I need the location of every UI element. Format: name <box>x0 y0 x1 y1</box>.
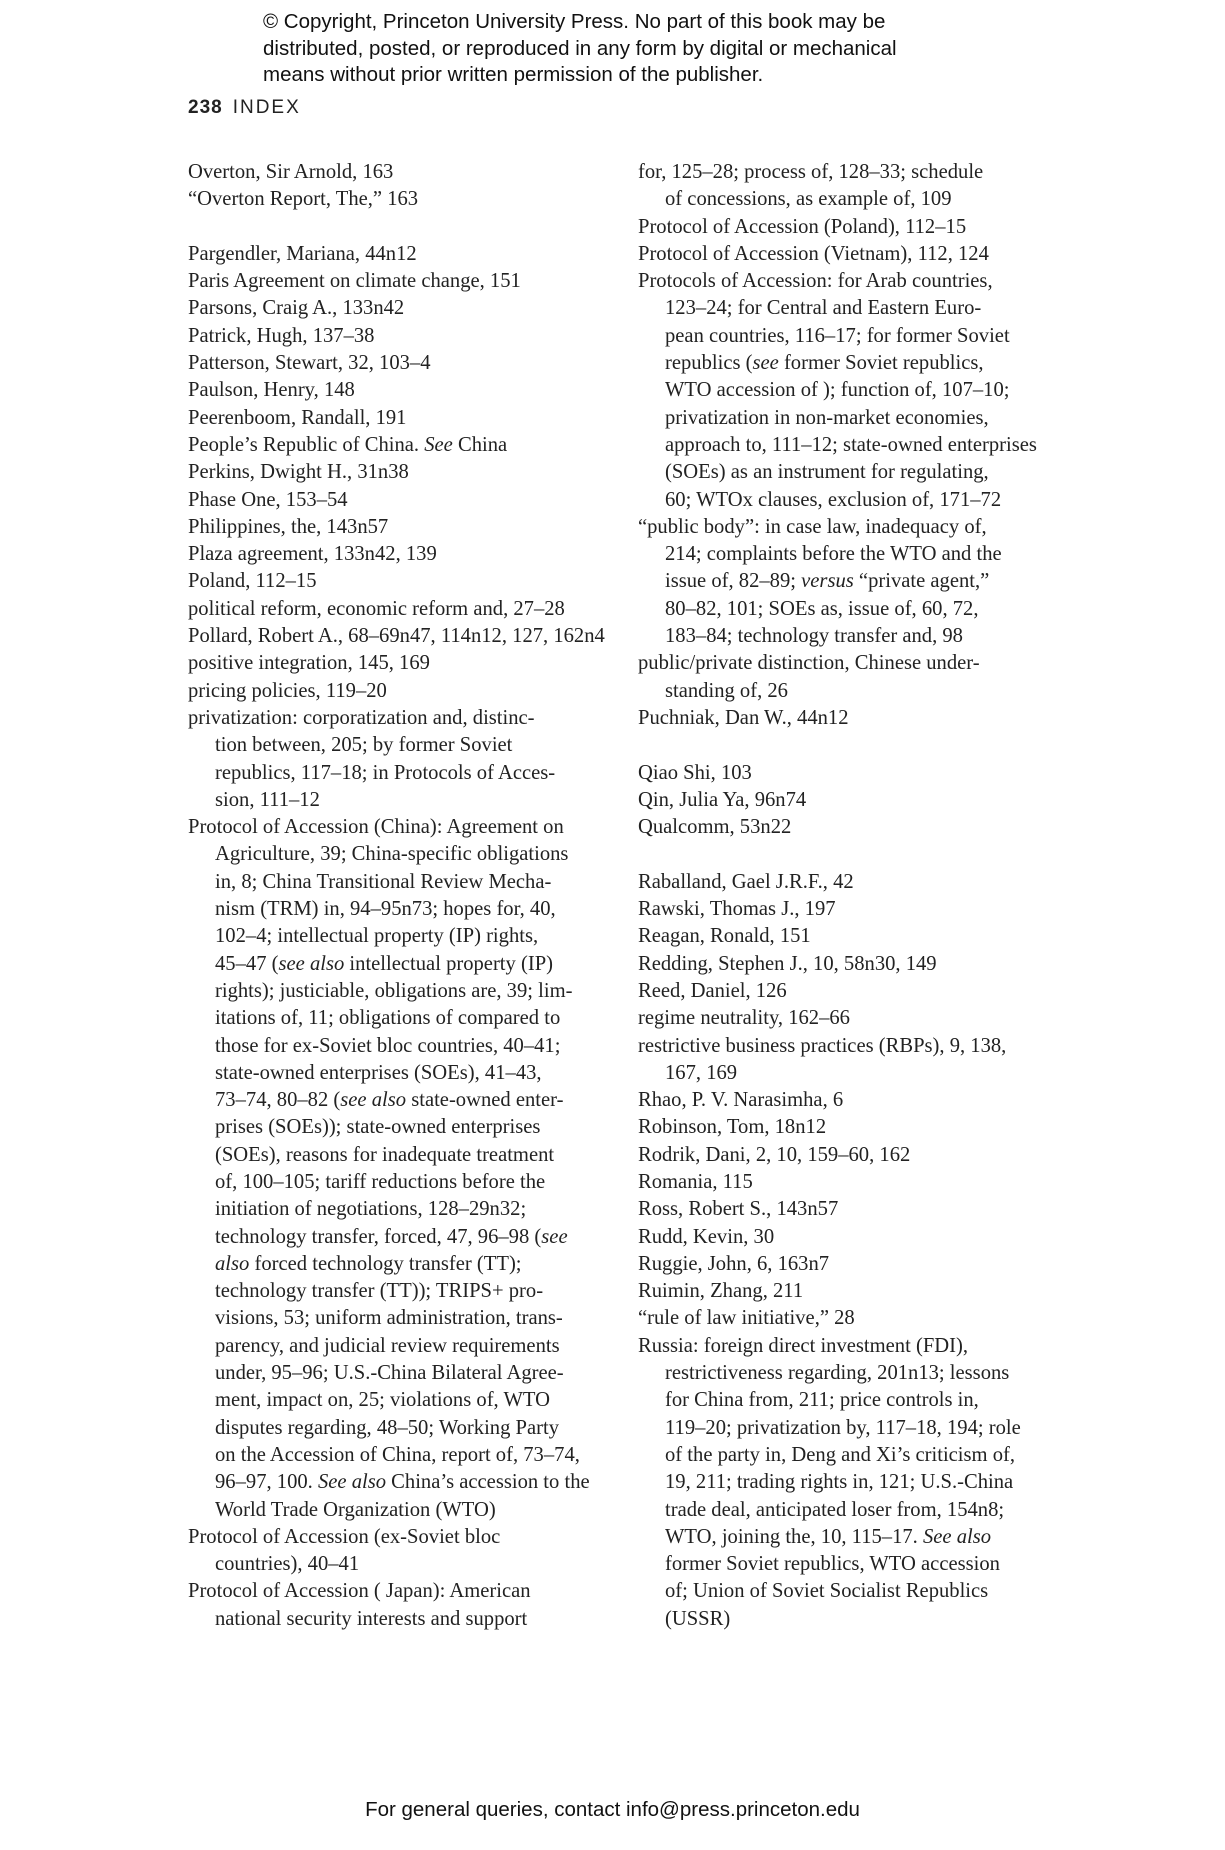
index-entry <box>638 951 1050 978</box>
index-line: restrictive business practices (RBPs), 9, 138, <box>638 1034 1007 1057</box>
index-column-right <box>638 159 1050 1633</box>
index-line: Rawski, Thomas J., 197 <box>638 898 836 921</box>
index-line: of the party in, Deng and Xi’s criticism of, <box>665 1443 1016 1466</box>
index-line: Protocols of Accession: for Arab countries, <box>638 270 993 293</box>
index-line: visions, 53; uniform administration, trans- <box>215 1307 563 1330</box>
index-entry <box>638 1142 1050 1169</box>
index-line: Robinson, Tom, 18n12 <box>638 1116 827 1139</box>
index-entry <box>638 159 1050 214</box>
index-line: of, 100–105; tariff reductions before the <box>215 1170 546 1193</box>
index-line: 45–47 (see also intellectual property (IP) <box>215 952 554 975</box>
copyright-line: © Copyright, Princeton University Press. No part of this book may be <box>263 10 886 33</box>
index-entry <box>188 350 608 377</box>
index-line: for, 125–28; process of, 128–33; schedule <box>638 161 984 183</box>
index-line: Agriculture, 39; China-specific obligations <box>215 843 569 866</box>
index-line: initiation of negotiations, 128–29n32; <box>215 1198 527 1221</box>
index-entry <box>638 1224 1050 1251</box>
page-number: 238 <box>188 97 223 118</box>
index-line: People’s Republic of China. See China <box>188 433 508 456</box>
index-line: Ruimin, Zhang, 211 <box>638 1280 804 1303</box>
index-entry <box>638 814 1050 841</box>
index-line: Parsons, Craig A., 133n42 <box>188 297 405 320</box>
index-entry <box>638 1333 1050 1633</box>
index-entry <box>188 295 608 322</box>
index-line: Reagan, Ronald, 151 <box>638 925 811 948</box>
index-entry <box>188 159 608 186</box>
index-entry <box>638 869 1050 896</box>
section-title: INDEX <box>232 97 301 118</box>
index-line: Redding, Stephen J., 10, 58n30, 149 <box>638 952 937 975</box>
copyright-line: means without prior written permission of the publisher. <box>263 63 764 86</box>
index-entry <box>638 268 1050 514</box>
index-entry <box>638 1169 1050 1196</box>
index-line: Paulson, Henry, 148 <box>188 379 355 402</box>
index-line: technology transfer, forced, 47, 96–98 (see <box>215 1225 568 1248</box>
index-line: Pargendler, Mariana, 44n12 <box>188 242 417 265</box>
index-line: pricing policies, 119–20 <box>188 679 387 702</box>
index-line: “Overton Report, The,” 163 <box>188 188 419 211</box>
index-entry <box>188 541 608 568</box>
index-entry <box>188 705 608 814</box>
copyright-notice <box>263 9 1023 89</box>
index-line: 19, 211; trading rights in, 121; U.S.-China <box>665 1471 1014 1494</box>
index-line: trade deal, anticipated loser from, 154n8; <box>665 1498 1005 1521</box>
index-line: those for ex-Soviet bloc countries, 40–41; <box>215 1034 561 1057</box>
index-entry <box>188 186 608 213</box>
index-entry <box>638 214 1050 241</box>
index-column-left <box>188 159 608 1633</box>
index-entry <box>638 1114 1050 1141</box>
index-line: 102–4; intellectual property (IP) rights, <box>215 925 539 948</box>
index-line: 80–82, 101; SOEs as, issue of, 60, 72, <box>665 597 979 620</box>
index-entry <box>638 241 1050 268</box>
index-entry <box>638 514 1050 650</box>
index-entry <box>188 678 608 705</box>
index-entry <box>188 459 608 486</box>
index-entry <box>188 268 608 295</box>
index-line: on the Accession of China, report of, 73–74, <box>215 1443 580 1466</box>
index-line: parency, and judicial review requirements <box>215 1334 560 1357</box>
index-entry <box>638 978 1050 1005</box>
index-entry <box>638 1005 1050 1032</box>
index-entry <box>638 1087 1050 1114</box>
index-line: issue of, 82–89; versus “private agent,” <box>665 570 990 593</box>
index-line: of; Union of Soviet Socialist Republics <box>665 1580 989 1603</box>
index-line: “rule of law initiative,” 28 <box>638 1307 855 1330</box>
index-line: itations of, 11; obligations of compared to <box>215 1007 561 1030</box>
index-line: privatization in non-market economies, <box>665 406 989 429</box>
index-line: rights); justiciable, obligations are, 39; lim- <box>215 979 573 1002</box>
index-line: Protocol of Accession (Vietnam), 112, 124 <box>638 242 989 265</box>
index-line: pean countries, 116–17; for former Soviet <box>665 324 1010 347</box>
index-entry <box>188 650 608 677</box>
index-line: 214; complaints before the WTO and the <box>665 543 1002 566</box>
index-line: (SOEs) as an instrument for regulating, <box>665 461 989 484</box>
index-line: Protocol of Accession (China): Agreement on <box>188 816 564 839</box>
index-line: World Trade Organization (WTO) <box>215 1498 496 1521</box>
index-entry <box>638 650 1050 705</box>
index-line: regime neutrality, 162–66 <box>638 1007 850 1030</box>
index-line: approach to, 111–12; state-owned enterprises <box>665 433 1037 456</box>
index-line: Raballand, Gael J.R.F., 42 <box>638 870 854 893</box>
index-line: of concessions, as example of, 109 <box>665 188 952 211</box>
index-entry <box>638 1305 1050 1332</box>
index-entry <box>188 241 608 268</box>
index-line: Plaza agreement, 133n42, 139 <box>188 543 437 566</box>
index-line: Philippines, the, 143n57 <box>188 515 389 538</box>
index-entry <box>188 323 608 350</box>
copyright-line: distributed, posted, or reproduced in any form by digital or mechanical <box>263 36 897 60</box>
index-entry <box>638 787 1050 814</box>
index-line: Qin, Julia Ya, 96n74 <box>638 788 807 811</box>
index-line: Patterson, Stewart, 32, 103–4 <box>188 352 431 375</box>
index-line: positive integration, 145, 169 <box>188 652 430 675</box>
index-line: WTO, joining the, 10, 115–17. See also <box>665 1525 992 1548</box>
index-line: Rudd, Kevin, 30 <box>638 1225 775 1248</box>
index-entry <box>638 1278 1050 1305</box>
index-line: Patrick, Hugh, 137–38 <box>188 324 375 347</box>
index-line: countries), 40–41 <box>215 1553 360 1576</box>
index-entry <box>188 814 608 1524</box>
index-line: 96–97, 100. See also China’s accession to the <box>215 1471 590 1494</box>
index-line: state-owned enterprises (SOEs), 41–43, <box>215 1061 542 1084</box>
index-entry <box>188 596 608 623</box>
index-line: Protocol of Accession (ex-Soviet bloc <box>188 1525 501 1548</box>
index-line: public/private distinction, Chinese under- <box>638 652 980 675</box>
index-line: Rodrik, Dani, 2, 10, 159–60, 162 <box>638 1143 911 1166</box>
index-entry <box>188 568 608 595</box>
index-line: republics, 117–18; in Protocols of Acces- <box>215 761 556 784</box>
index-line: national security interests and support <box>215 1607 528 1630</box>
index-line: tion between, 205; by former Soviet <box>215 734 513 757</box>
index-line: in, 8; China Transitional Review Mecha- <box>215 870 552 893</box>
index-line: 119–20; privatization by, 117–18, 194; role <box>665 1416 1021 1439</box>
index-line: (SOEs), reasons for inadequate treatment <box>215 1143 555 1166</box>
index-line: Rhao, P. V. Narasimha, 6 <box>638 1089 844 1112</box>
running-head <box>188 96 301 120</box>
letter-gap <box>188 214 608 241</box>
index-line: nism (TRM) in, 94–95n73; hopes for, 40, <box>215 898 556 921</box>
index-entry <box>638 1196 1050 1223</box>
index-entry <box>638 705 1050 732</box>
index-line: technology transfer (TT)); TRIPS+ pro- <box>215 1280 544 1303</box>
index-line: ment, impact on, 25; violations of, WTO <box>215 1389 550 1412</box>
index-line: Poland, 112–15 <box>188 570 317 593</box>
index-line: Qualcomm, 53n22 <box>638 816 792 839</box>
index-entry <box>638 896 1050 923</box>
index-entry <box>188 377 608 404</box>
index-entry <box>188 1524 608 1579</box>
index-entry <box>638 1033 1050 1088</box>
index-line: standing of, 26 <box>665 679 788 702</box>
index-line: Puchniak, Dan W., 44n12 <box>638 706 849 729</box>
contact-footer: For general queries, contact info@press.princeton.edu <box>365 1798 860 1821</box>
index-entry <box>188 1578 608 1633</box>
index-line: WTO accession of ); function of, 107–10; <box>665 379 1010 402</box>
index-line: Qiao Shi, 103 <box>638 761 752 784</box>
index-entry <box>188 487 608 514</box>
letter-gap <box>638 732 1050 759</box>
index-line: prises (SOEs)); state-owned enterprises <box>215 1116 541 1139</box>
index-line: republics (see former Soviet republics, <box>665 352 984 375</box>
index-line: Protocol of Accession ( Japan): American <box>188 1580 531 1603</box>
index-line: “public body”: in case law, inadequacy of, <box>638 515 987 538</box>
index-entry <box>188 623 608 650</box>
index-line: for China from, 211; price controls in, <box>665 1389 979 1412</box>
index-entry <box>188 432 608 459</box>
index-line: Russia: foreign direct investment (FDI), <box>638 1334 969 1357</box>
index-entry <box>188 514 608 541</box>
index-line: restrictiveness regarding, 201n13; lessons <box>665 1362 1010 1385</box>
index-entry <box>188 405 608 432</box>
index-line: Perkins, Dwight H., 31n38 <box>188 461 409 484</box>
index-line: also forced technology transfer (TT); <box>215 1252 522 1275</box>
index-line: Ross, Robert S., 143n57 <box>638 1198 839 1221</box>
index-line: under, 95–96; U.S.-China Bilateral Agree- <box>215 1362 564 1385</box>
index-line: Pollard, Robert A., 68–69n47, 114n12, 127, 162n4 <box>188 625 605 648</box>
index-line: Peerenboom, Randall, 191 <box>188 406 407 429</box>
index-line: 73–74, 80–82 (see also state-owned enter- <box>215 1089 564 1112</box>
index-line: Reed, Daniel, 126 <box>638 979 787 1002</box>
index-line: former Soviet republics, WTO accession <box>665 1553 1000 1576</box>
index-line: Romania, 115 <box>638 1170 753 1193</box>
index-line: 60; WTOx clauses, exclusion of, 171–72 <box>665 488 1002 511</box>
index-entry <box>638 923 1050 950</box>
index-line: Ruggie, John, 6, 163n7 <box>638 1252 830 1275</box>
index-line: privatization: corporatization and, distinc- <box>188 706 535 729</box>
index-line: 183–84; technology transfer and, 98 <box>665 625 963 648</box>
index-line: 167, 169 <box>665 1061 738 1084</box>
index-line: disputes regarding, 48–50; Working Party <box>215 1416 560 1439</box>
index-line: 123–24; for Central and Eastern Euro- <box>665 297 982 320</box>
index-line: political reform, economic reform and, 27–28 <box>188 597 565 620</box>
index-line: sion, 111–12 <box>215 788 320 811</box>
index-line: Protocol of Accession (Poland), 112–15 <box>638 215 967 238</box>
index-line: Phase One, 153–54 <box>188 488 348 511</box>
index-line: Paris Agreement on climate change, 151 <box>188 270 521 293</box>
index-line: (USSR) <box>665 1607 731 1630</box>
letter-gap <box>638 841 1050 868</box>
index-entry <box>638 760 1050 787</box>
index-entry <box>638 1251 1050 1278</box>
index-line: Overton, Sir Arnold, 163 <box>188 161 394 183</box>
